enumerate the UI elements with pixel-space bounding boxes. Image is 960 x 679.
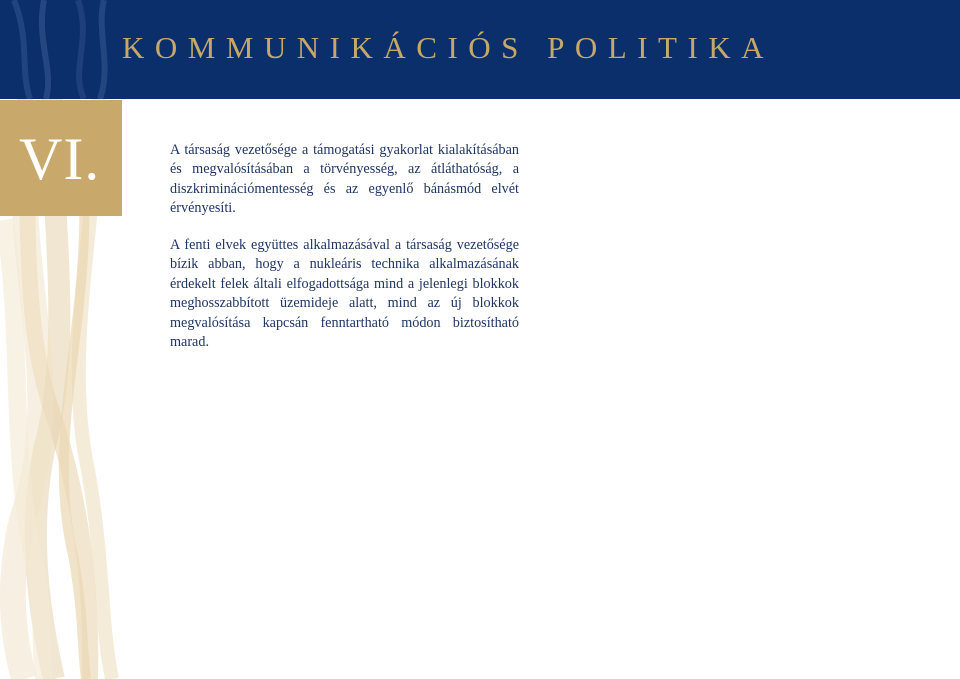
body-paragraph-2: A fenti elvek együttes alkalmazásával a társaság vezetősége bízik abban, hogy a nukleáris technika alkalmazásának érdekelt felek általi elfogadottsága mind a jelenlegi blokkok meghosszabbított üzemideje alatt, mind az új blokkok megvalósítása kapcsán fenntartható módon biztosítható marad. xyxy=(170,237,519,351)
body-paragraph-1: A társaság vezetősége a támogatási gyakorlat kialakításában és megvalósításában a törvényesség, az átláthatóság, a diszkriminációmentesség és az egyenlő bánásmód elvét érvényesíti. xyxy=(170,142,519,217)
chapter-numeral: VI. xyxy=(19,126,101,192)
header-deco-graphic xyxy=(0,0,122,99)
header-band xyxy=(0,0,960,99)
page-title: KOMMUNIKÁCIÓS POLITIKA xyxy=(122,30,775,65)
